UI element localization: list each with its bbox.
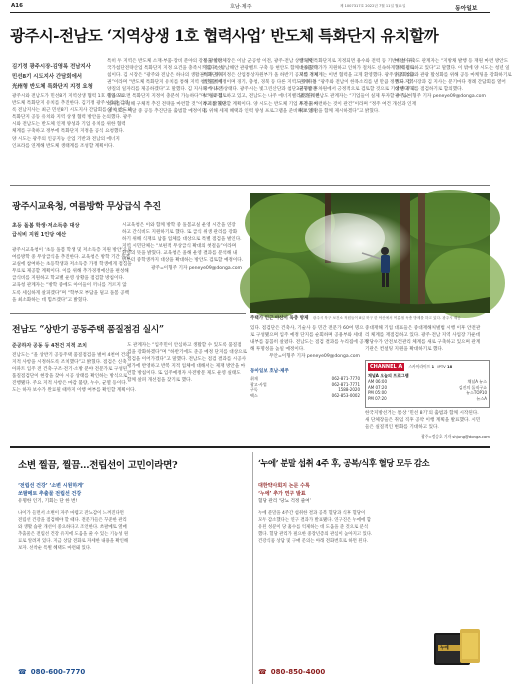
text-line: 유된 성분이 당 흡수를 억제하는 데 도움을 준 것으로 분석 <box>258 525 369 530</box>
notice-title: 동아일보 호남·제주 <box>250 369 289 374</box>
text-line: 을 최소화하는 데 힘쓰겠다”고 밝혔다. <box>12 297 89 303</box>
text-line: 품질점검단이 현장을 찾아 시공 상태를 확인하는 방식으로 <box>12 374 128 380</box>
text-line: 쟁에 나선 상태다. 광주시는 빛그린산단과 첨단3지구를 후 <box>203 87 319 93</box>
ad-divider <box>252 452 253 684</box>
ad1-sub-block <box>18 482 118 506</box>
text-line: 보자. 선착순 특별 혜택도 마련돼 있다. <box>18 546 92 551</box>
ad2-phone[interactable]: 080-850-4000 <box>270 668 326 676</box>
article2-headline: 광주시교육청, 여름방학 무상급식 추진 <box>12 201 161 212</box>
article2-body-col1 <box>12 247 132 307</box>
channel-a-logo: CHANNEL A <box>370 364 403 370</box>
schedule-time: PM 07:20 <box>368 395 387 401</box>
text-line: 도는 하자 보수가 완료될 때까지 이행 여부를 확인할 계획이다. <box>12 388 137 394</box>
text-line: 광주시교육청이 ‘초등 돌봄 학생 및 저소득층 지원 방안’으로 <box>12 248 132 253</box>
text-line: 특화단지 지정은 산업통상자원부가 올 하반기 공모를 거쳐 <box>203 73 319 79</box>
text-line: 부지를 제안할 계획이다. 양 시도는 반도체 기업 투자 유치 <box>203 101 319 107</box>
section-rule <box>10 313 246 314</box>
text-line: 함께 살펴 개선점을 찾기로 했다. <box>127 378 192 384</box>
text-line: 누에 분말을 4주간 섭취한 결과 공복 혈당과 식후 혈당이 <box>258 511 366 516</box>
text-line: 확보 방안을 함께 제시하겠다”고 밝혔다. <box>299 108 380 114</box>
text-line: 의체를 구성해 구체적 추진 전략을 마련할 것”이라고 밝혔다. <box>107 101 228 107</box>
channel-number: 18 <box>446 364 453 369</box>
product-label: 누에 <box>440 646 449 651</box>
lead-headline: 광주시-전남도 ‘지역상생 1호 협력사업’ 반도체 특화단지 유치할까 <box>10 26 439 45</box>
text-line: 리 체계를 재점검하고 있다. 광주·전남 지역 사업장 가운데 <box>365 333 481 339</box>
section-rule <box>10 185 490 186</box>
schedule-title: 채널A 오늘의 프로그램 <box>368 373 409 378</box>
text-line: 반도체 특화단지 유치를 추진한다. 김기정 광주시장과 김영 <box>12 101 129 107</box>
text-line: 무료로 제공할 계획이다. 이를 위해 추가경정예산을 편성해 <box>12 269 129 275</box>
text-line: 상생 과제를 점검하기로 합의했다. <box>395 87 463 93</box>
header-rule <box>10 12 490 13</box>
text-line: 교실에 참여하는 초등학생과 저소득층 가정 학생에게 점심을 <box>12 262 132 268</box>
ad2-sub-block <box>258 482 368 506</box>
text-line: 했다. 혈당 관리가 필요한 중장년층의 관심이 높아지고 있다. <box>258 532 373 537</box>
text-line: 록 전남지사는 최근 민선8기 시도지사 간담회를 열어 반도체 <box>12 108 132 114</box>
text-line: 기관은 컨설팅 지원을 확대하기로 했다. <box>365 347 444 353</box>
text-line: 관계자는 “광주와 전남이 한목소리를 낸 만큼 정부도 지역 <box>299 80 414 86</box>
ad2-body <box>258 510 490 590</box>
section-label: 호남·제주 <box>230 4 252 10</box>
notice-label: 팩스 <box>250 392 258 398</box>
channel-a-item <box>408 364 452 370</box>
ad-section-rule <box>10 446 490 448</box>
contact-notice <box>250 368 360 406</box>
text-line: 급식비를 지원하고 학교별 운영 상황을 점검할 방침이다. <box>12 276 125 282</box>
article2-deck <box>12 222 112 240</box>
schedule-program: 채널A 뉴스 <box>467 379 487 384</box>
text-line: 광주시와 전남도가 민선8기 지역상생 협력 1호 사업으로 <box>12 94 125 99</box>
text-line: 비용을 국가가 지원하고 인허가 절차도 신속하게 처리된다. <box>299 66 416 72</box>
text-line: 두 광역단체장은 이날 군공항 이전, 광주-전남 상생 발전 <box>203 59 314 64</box>
ad1-headline: 소변 찔끔, 찔끔…전립선이 고민이라면? <box>18 460 178 471</box>
text-line: 전립선 건강을 점검해야 할 때다. 전문가들은 꾸준한 관리 <box>18 518 127 523</box>
text-line: 해 투명성을 높일 예정이다. <box>250 347 305 353</box>
text-line: 광주=이형주 기자 peneye09@donga.com <box>395 94 486 100</box>
article3-body-col2 <box>127 342 248 402</box>
lead-body-col1 <box>12 93 132 173</box>
schedule-time: AM 06:00 <box>368 379 387 384</box>
text-line: 함께 검토하고 있다”고 말했다. 이 밖에 양 시도는 청년 일 <box>395 66 510 72</box>
notice-value: 062-853-0002 <box>331 392 360 398</box>
page-number: A16 <box>11 3 23 9</box>
text-line: 년부터 중학생까지 대상을 확대하는 방안도 검토할 예정이다. <box>122 258 244 264</box>
product-box-graphic <box>430 625 485 670</box>
text-line: 점검을 이어가겠다”고 말했다. 전남도는 점검 결과를 시공사 <box>127 357 247 363</box>
notice-label: 구독 <box>250 387 258 393</box>
photo-caption-credit: 광주시 북구 보건소 직원들이 8일 북구 한 야산에서 여름철 독충 방제를 하고 있다. 광주시 제공 <box>312 316 461 320</box>
byline: 광주=이형주 기자 peneye09@donga.com <box>151 265 242 271</box>
text-line: 상당수가 안전보건관리 체계를 새로 구축하고 있으며 관계 <box>365 340 481 346</box>
text-line: 체계를 구축하고 정부에 특화단지 지정을 공식 요청했다. <box>12 129 125 135</box>
ad1-sub-line: 쏘팔메토 추출물 전립선 건강 <box>18 491 82 497</box>
byline: 무안=이형주 기자 peneye09@donga.com <box>269 354 360 360</box>
article4-body-col2 <box>365 410 490 432</box>
forest-photo <box>250 193 490 313</box>
text-line: 양 시도는 광주의 인공지능 산업 기반과 전남의 에너지 <box>12 136 120 142</box>
forest-photo-image <box>250 193 490 313</box>
lead-deck <box>12 62 100 92</box>
lead-body-col3 <box>203 58 320 173</box>
masthead: 동아일보 <box>455 5 478 12</box>
text-line: 도록 세심하게 살피겠다”며 “학부모 부담을 덜고 돌봄 공백 <box>12 290 130 296</box>
text-line: 료로 알려져 있다. 지금 상담 전화로 자세한 내용을 확인해 <box>18 539 129 544</box>
text-line: 하고 간식비도 지원하기로 했다. 또 급식 위생 관리를 강화 <box>122 230 238 236</box>
text-line: 힘을 모으면 특화단지 지정이 충분히 가능하다”며 “실무협 <box>107 94 223 100</box>
text-line: 침이다. 김 시장은 “광주와 전남은 하나의 생활권이자 경제 <box>107 73 224 79</box>
article4-body-col1 <box>365 325 485 357</box>
article3-deck: 준공하자 공동 등 4천건 지적 조치 <box>12 343 87 349</box>
article3-body-col1 <box>12 352 137 402</box>
schedule-program: 뉴스A <box>476 395 487 401</box>
text-line: 균형발전 차원에서 긍정적으로 검토할 것으로 기대한다”고 <box>299 87 416 93</box>
notice-label: 광고·사업 <box>250 381 267 387</box>
text-line: 도 관계자는 “입주민이 안심하고 생활할 수 있도록 품질점 <box>127 343 242 348</box>
text-line: 한국지방선거는 통상 ‘민선 8기’의 출범과 함께 시작된다. <box>365 411 479 416</box>
text-line: 검을 강화하겠다”며 “하반기에도 준공 예정 단지를 대상으로 <box>127 350 248 356</box>
text-line: 양 시도는 이달 중 공동 추진단을 출범할 예정이다. <box>107 108 208 114</box>
text-line: 자리 창출과 관광 활성화를 위해 공동 마케팅을 강화하기로 <box>395 73 512 79</box>
text-line: 하기 위해 식재료 납품 업체를 대상으로 특별 점검을 벌인다. <box>122 237 242 243</box>
notice-value: 1588-2020 <box>338 387 360 393</box>
notice-label: 취재 <box>250 376 258 381</box>
text-line: 들은 실질적인 변화를 기대하고 있다. <box>365 425 439 431</box>
photo-caption <box>250 315 490 321</box>
ad1-sub-line: ‘전립선 건강’ ‘소변 시원하게’ <box>18 483 84 489</box>
deck-line: 민선8기 시도지사 간담회에서 <box>12 74 82 80</box>
text-line: 전남도는 “올 상반기 공동주택 품질점검을 벌여 4천여 건의 <box>12 353 130 358</box>
text-line: 시교육청은 이와 함께 방학 중 돌봄교실 운영 시간을 연장 <box>122 223 236 228</box>
text-line: 말했다. 전남도 관계자는 “기업들이 실제 투자할 수 있는 <box>299 94 411 100</box>
deck-line: 光州형 반도체 특화단지 지정 요청 <box>12 84 93 90</box>
ad1-sub-line: 유명한 인기, 기회는 단 한 번! <box>18 499 78 504</box>
text-line: 기금 조성, 남해안 관광벨트 구축 등 현안도 함께 논의했다. <box>203 66 320 72</box>
text-line: 환영의 뜻을 밝혔다. 교육청은 올해 운영 결과를 분석해 내 <box>122 251 238 257</box>
ad1-phone[interactable]: 080-600-7770 <box>30 668 86 676</box>
text-line: 평가에 반영하고 반복 지적 업체에 대해서는 제재 방안을 마 <box>127 364 246 370</box>
text-line: 교육청 관계자는 “방학 중에도 아이들이 끼니를 거르지 않 <box>12 283 127 289</box>
channel-number: 1 <box>431 364 435 369</box>
ad1-phone-row <box>18 668 248 676</box>
text-line: 특히 두 지역은 반도체 소재·부품·장비 분야의 강점을 살려 <box>107 59 223 64</box>
text-line: 지역 시민단체는 “보편적 무상급식 확대의 첫걸음”이라며 <box>122 244 237 250</box>
notice-value: 062-871-7770 <box>331 376 360 381</box>
ad2-headline: ‘누에’ 분말 섭취 4주 후, 공복/식후 혈당 모두 감소 <box>258 458 430 468</box>
lead-body-col5 <box>395 58 512 173</box>
notice-row <box>250 393 360 399</box>
ad2-phone-row <box>258 668 428 676</box>
page-header <box>0 0 500 12</box>
text-line: 여름방학 중 무상급식을 추진한다. 교육청은 방학 기간 돌봄 <box>12 255 131 261</box>
deck-line: 초등 돌봄 학생·저소득층 대상 <box>12 223 80 229</box>
text-line: 예산이다. 도 관계자는 “지방채 발행 등 재원 마련 방안도 <box>395 59 509 64</box>
text-line: 련할 방침이다. 또 입주예정자 사전방문 제도 운영 실태도 <box>127 371 241 377</box>
text-line: 지역 경제계는 이번 협력을 크게 환영했다. 광주상공회의소 <box>299 73 416 79</box>
deck-line: 급식비 지원 1인당 예산 <box>12 232 67 238</box>
text-line: 새 단체장들은 취임 직후 공약 이행 계획을 발표했다. 시민 <box>365 418 481 424</box>
text-line: 시와 전남도는 반도체 인재 양성과 기업 유치를 위한 협력 <box>12 122 126 128</box>
text-line: 와 생활 습관 개선이 중요하다고 조언한다. 쏘팔메토 열매 <box>18 525 127 530</box>
text-line: 있다. 점검단은 건축사, 기술사 등 민간 전문가 60여 명으 <box>250 326 364 331</box>
text-line: 양질의 일자리를 제공하겠다”고 말했다. 김 지사도 “시도가 <box>107 87 225 93</box>
text-line: 로 구성됐으며 입주 예정 단지를 순회하며 공용부와 세대 <box>250 333 363 339</box>
schedule-time: AM 07:20 <box>368 384 387 390</box>
text-line: 인프라를 연계해 반도체 생태계를 조성할 계획이다. <box>12 143 114 149</box>
text-line: 특화단지 공동 유치와 지역 상생 협력 방안을 논의했다. 광주 <box>12 115 132 121</box>
text-line: 권”이라며 “반도체 특화단지 유치를 통해 지역 청년들에게 <box>107 80 223 86</box>
text-line: 건강식품 상담 및 구매 문의는 아래 전화번호로 하면 된다. <box>258 539 369 544</box>
text-line: 내부를 꼼꼼히 살폈다. 전남도는 점검 결과를 누리집에 공개 <box>250 340 369 346</box>
text-line: 나이가 들면서 소변이 자주 마렵고 잔뇨감이 느껴진다면 <box>18 511 124 516</box>
text-line: 아파트 입주 전 건축·구조·전기·소방 분야 전문가로 구성된 <box>12 367 128 373</box>
deck-line: 김기정 광주시장-김영록 전남지사 <box>12 64 91 70</box>
schedule-row <box>368 396 487 402</box>
article3-body-col3 <box>250 325 369 365</box>
channel-a-box <box>365 360 490 408</box>
text-line: 반도체 특화단지로 지정되면 용수와 전력 등 기반시설 구축 <box>299 59 416 64</box>
text-line: 했다. 김 시장과 김 지사는 분기마다 정례 간담회를 열어 <box>395 80 506 86</box>
photo-caption-title: 주택가 인근 야산서 독충 방제 <box>250 316 309 321</box>
ad1-body <box>18 510 248 600</box>
article4-byline: 광주=정승호 기자 shjung@donga.com <box>421 434 490 439</box>
ad2-sub-line: 대한약사회지 논문 수록 <box>258 483 310 489</box>
schedule-program: 김진의 돌직구쇼 <box>458 384 487 390</box>
ad2-sub-line: ‘누에’ 추가 연구 발표 <box>258 491 306 497</box>
ad2-sub-line: 혈당 관리 ‘당뇨 걱정 줄여’ <box>258 499 312 504</box>
phone-icon: ☎ <box>258 668 267 676</box>
text-line: 중대재해 기업 대표들은 중대재해처벌법 시행 이후 안전관 <box>365 326 481 331</box>
text-line: 모두 감소했다는 연구 결과가 발표됐다. 연구진은 누에에 함 <box>258 518 371 523</box>
channel-label: IPTV <box>437 364 446 369</box>
text-line: 결정할 예정이며 경기, 충청, 경북 등 다른 지역도 유치 경 <box>203 80 317 86</box>
phone-icon: ☎ <box>18 668 27 676</box>
text-line: 국가첨단전략산업 특화단지 지정 요건을 충족시키겠다는 방 <box>107 66 226 72</box>
text-line: 지적 사항을 시정하도록 조치했다”고 밝혔다. 점검은 신축 <box>12 360 127 366</box>
article3-headline: 전남도 “상반기 공동주택 품질점검 실시” <box>12 325 164 335</box>
article2-body-col2 <box>122 222 242 307</box>
schedule-program: 뉴스TOP10 <box>466 390 487 396</box>
text-line: 보지로 검토하고 있고, 전남도는 나주 에너지밸리와 연계한 <box>203 94 320 100</box>
text-line: 를 위해 세제 혜택과 인력 양성 프로그램을 준비하고 있다. <box>203 108 319 114</box>
notice-value: 062-871-7771 <box>331 381 360 387</box>
text-line: 진행됐다. 주요 지적 사항은 마감 불량, 누수, 균열 등이다. <box>12 381 128 387</box>
channel-label: 스카이라이프 <box>408 364 431 369</box>
schedule-time: PM 05:00 <box>368 390 387 396</box>
lead-body-col4 <box>299 58 417 173</box>
text-line: 추출물은 전립선 건강 유지에 도움을 줄 수 있는 기능성 원 <box>18 532 129 537</box>
product-image <box>430 625 485 670</box>
lead-body-col2 <box>107 58 228 173</box>
issue-info: 제 1007317호 2022년 7월 11일 월요일 <box>340 4 406 8</box>
text-line: 조건을 마련하는 것이 관건”이라며 “정주 여건 개선과 인재 <box>299 101 417 107</box>
